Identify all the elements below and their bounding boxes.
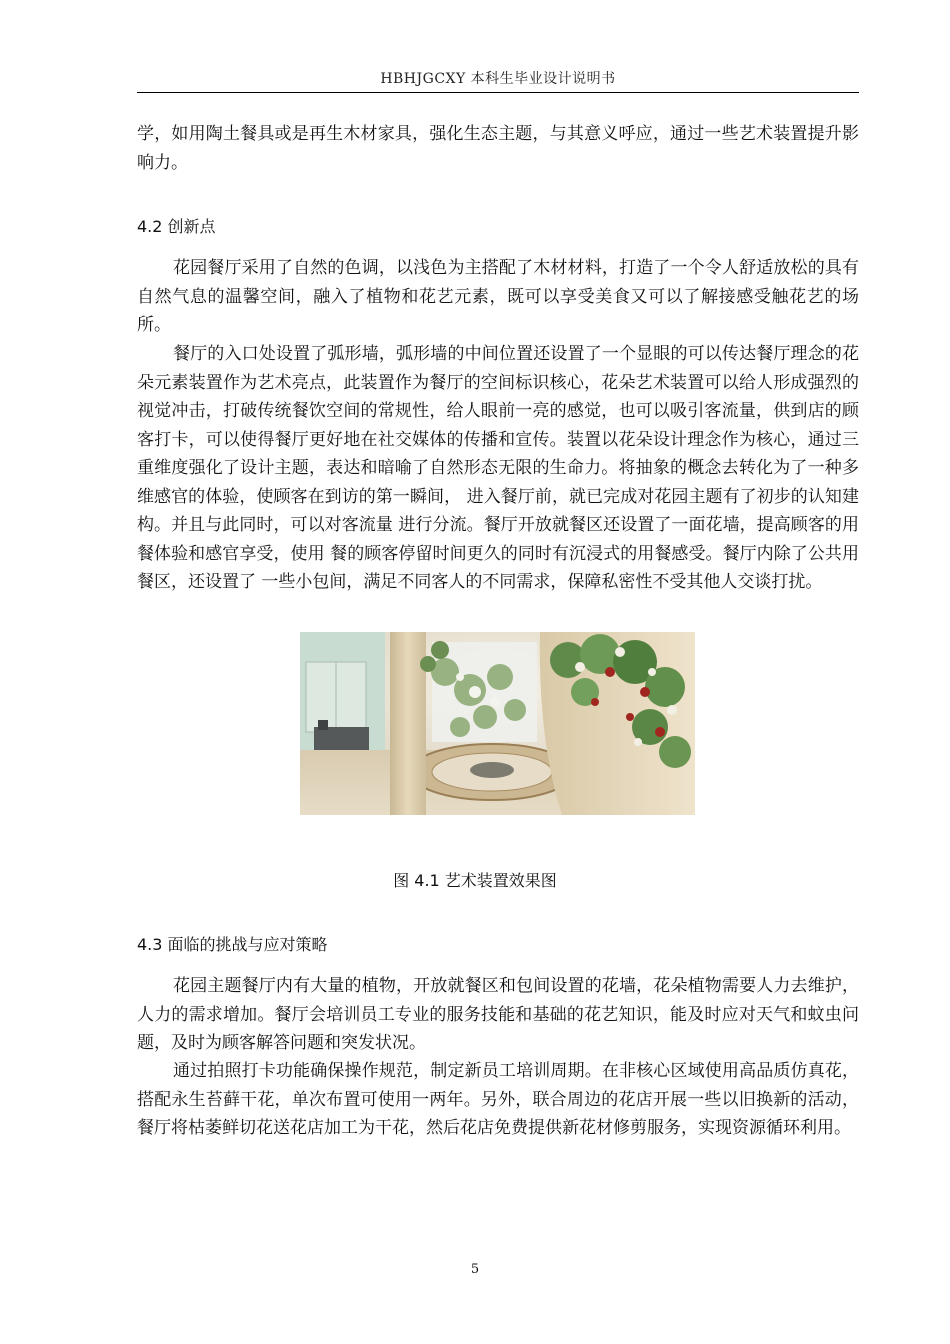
figure-caption: 图 4.1 艺术装置效果图 (393, 871, 557, 890)
paragraph-garden-restaurant: 花园餐厅采用了自然的色调，以浅色为主搭配了木材材料，打造了一个令人舒适放松的具有自然气息的温馨空间，融入了植物和花艺元素，既可以享受美食又可以了解接感受触花艺的场所。 (137, 258, 859, 335)
paragraph-continuation: 学，如用陶土餐具或是再生木材家具，强化生态主题，与其意义呼应，通过一些艺术装置提升影响力。 (137, 124, 859, 173)
paragraph-strategies: 通过拍照打卡功能确保操作规范，制定新员工培训周期。在非核心区域使用高品质仿真花，搭配永生苔藓干花，单次布置可使用一两年。另外，联合周边的花店开展一些以旧换新的活动，餐厅将枯萎鲜切花送花店加工为干花，然后花店免费提供新花材修剪服务，实现资源循环利用。 (137, 1061, 859, 1138)
art-installation-rendering (300, 632, 695, 815)
section-heading-4-3: 4.3 面临的挑战与应对策略 (137, 935, 328, 954)
running-header: HBHJGCXY 本科生毕业设计说明书 (137, 66, 859, 93)
paragraph-entrance-installation: 餐厅的入口处设置了弧形墙，弧形墙的中间位置还设置了一个显眼的可以传达餐厅理念的花朵元素装置作为艺术亮点，此装置作为餐厅的空间标识核心，花朵艺术装置可以给人形成强烈的视觉冲击，打破传统餐饮空间的常规性，给人眼前一亮的感觉，也可以吸引客流量，供到店的顾客打卡，可以使得餐厅更好地在社交媒体的传播和宣传。装置以花朵设计理念作为核心，通过三重维度强化了设计主题，表达和暗喻了自然形态无限的生命力。将抽象的概念去转化为了一种多维感官的体验，使顾客在到访的第一瞬间， 进入餐厅前，就已完成对花园主题有了初步的认知建构。并且与此同时，可以对客流量 进行分流。餐厅开放就餐区还设置了一面花墙，提高顾客的用餐体验和感官享受，使用 餐的顾客停留时间更久的同时有沉浸式的用餐感受。餐厅内除了公共用餐区，还设置了 一些小包间，满足不同客人的不同需求，保障私密性不受其他人交谈打扰。 (137, 344, 859, 592)
section-heading-4-2: 4.2 创新点 (137, 217, 216, 236)
page-number: 5 (470, 1262, 480, 1277)
paragraph-plant-maintenance: 花园主题餐厅内有大量的植物，开放就餐区和包间设置的花墙，花朵植物需要人力去维护，人力的需求增加。餐厅会培训员工专业的服务技能和基础的花艺知识，能及时应对天气和蚊虫问题，及时为顾客解答问题和突发状况。 (137, 976, 859, 1053)
